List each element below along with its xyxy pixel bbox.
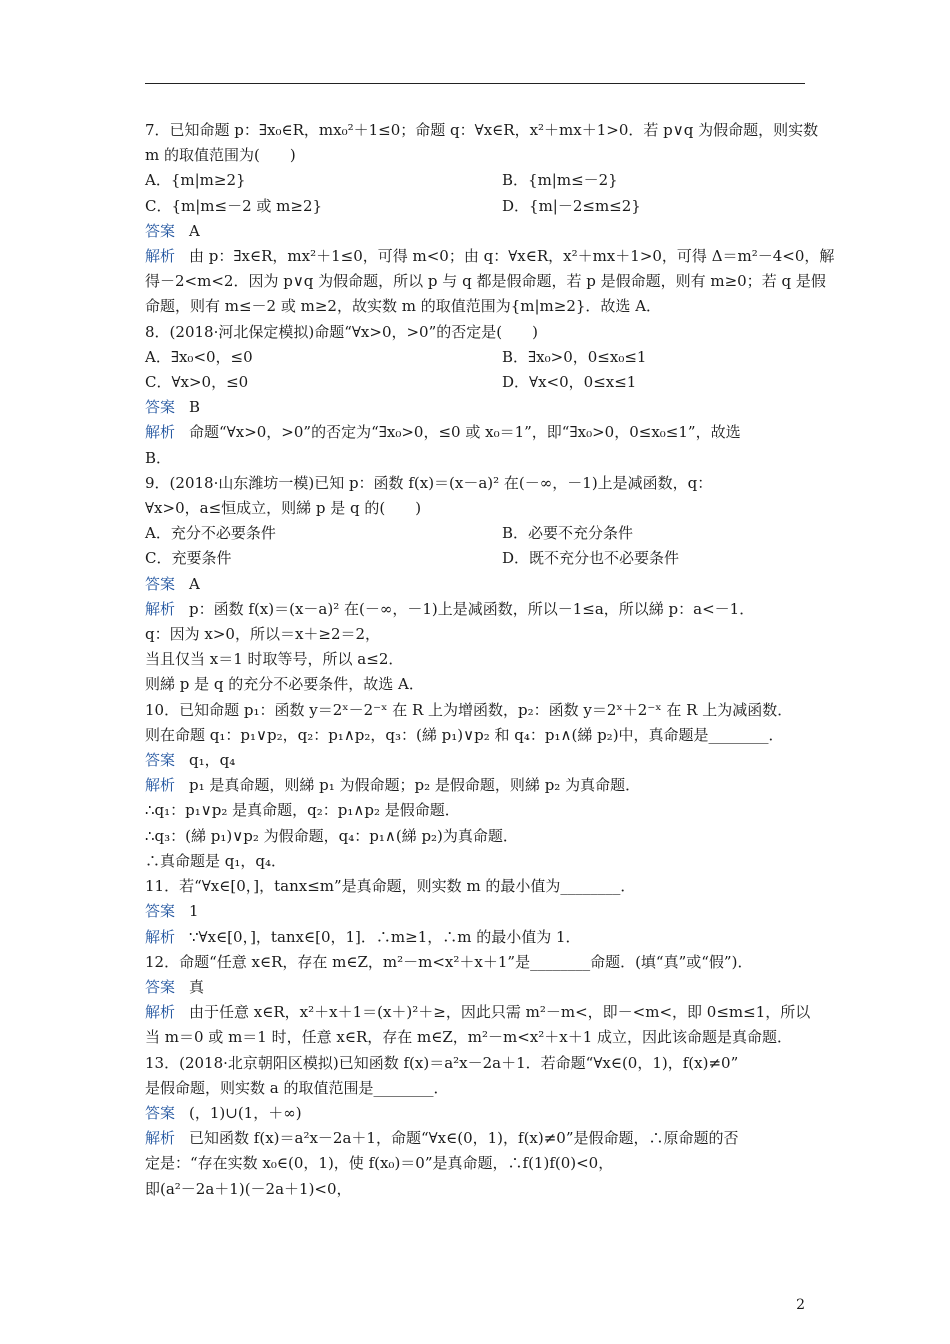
answer-line (145, 597, 807, 622)
line-text: m 的取值范围为( ) (145, 146, 296, 165)
answer-label: 答案 (145, 574, 176, 593)
line-text: A (189, 221, 200, 240)
answer-line (145, 1101, 807, 1126)
text-line (145, 269, 826, 294)
line-text: 已知函数 f(x)＝a²x－2a＋1，命题“∀x∈(0，1)，f(x)≠0”是假命题，∴原命题的否 (189, 1129, 739, 1148)
text-line (145, 1025, 807, 1050)
header-rule (145, 83, 805, 84)
answer-label: 答案 (145, 1103, 176, 1122)
answer-label: 解析 (145, 247, 176, 266)
line-text: p₁ 是真命题，则綈 p₁ 为假命题；p₂ 是假命题，则綈 p₂ 为真命题． (189, 776, 641, 795)
text-line (145, 1051, 807, 1076)
line-text: 由 p：∃x∈R，mx²＋1≤0，可得 m<0；由 q：∀x∈R，x²＋mx＋1>0，可得 Δ＝m²－4<0，解 (189, 247, 835, 266)
line-text: 则在命题 q₁：p₁∨p₂，q₂：p₁∧p₂，q₃：(綈 p₁)∨p₂ 和 q₄：p₁∧(綈 p₂)中，真命题是________． (145, 725, 784, 744)
line-text: (，1)∪(1，＋∞) (189, 1103, 302, 1122)
text-line (145, 320, 807, 345)
line-text: B． (145, 448, 172, 467)
text-line (145, 496, 807, 521)
options-row (145, 168, 807, 193)
answer-line (145, 1126, 807, 1151)
option: C．{m|m≤－2 或 m≥2} (145, 196, 323, 215)
option: B．必要不充分条件 (502, 524, 634, 543)
text-line (145, 1151, 807, 1176)
option: D．∀x<0，0≤x≤1 (502, 373, 637, 392)
line-text: 当 m＝0 或 m＝1 时，任意 x∈R，存在 m∈Z，m²－m<x²＋x＋1 成立，因此该命题是真命题． (145, 1028, 793, 1047)
option: A．{m|m≥2} (145, 171, 246, 190)
text-line (145, 824, 807, 849)
answer-label: 答案 (145, 751, 176, 770)
answer-label: 答案 (145, 221, 176, 240)
answer-label: 解析 (145, 927, 176, 946)
line-text: ∵∀x∈[0，]，tanx∈[0，1]．∴m≥1，∴m 的最小值为 1． (189, 927, 581, 946)
line-text: 则綈 p 是 q 的充分不必要条件，故选 A． (145, 675, 424, 694)
text-line (145, 471, 807, 496)
line-text: 真 (189, 977, 205, 996)
text-line (145, 874, 807, 899)
line-text: ∴真命题是 q₁，q₄． (145, 851, 286, 870)
option: A．充分不必要条件 (145, 524, 276, 543)
line-text: q₁，q₄ (189, 751, 236, 770)
options-row (145, 546, 807, 571)
answer-line (145, 748, 807, 773)
text-line (145, 143, 807, 168)
page-number: 2 (796, 1297, 805, 1313)
answer-label: 解析 (145, 776, 176, 795)
answer-line (145, 572, 807, 597)
page-content (145, 118, 835, 1202)
line-text: 当且仅当 x＝1 时取等号，所以 a≤2． (145, 650, 404, 669)
text-line (145, 672, 807, 697)
answer-line (145, 420, 807, 445)
line-text: p：函数 f(x)＝(x－a)² 在(－∞，－1)上是减函数，所以－1≤a，所以綈 p：a<－1． (189, 599, 755, 618)
text-line (145, 698, 807, 723)
text-line (145, 622, 807, 647)
line-text: 12．命题“任意 x∈R，存在 m∈Z，m²－m<x²＋x＋1”是________命题．(填“真”或“假”)． (145, 952, 753, 971)
answer-label: 解析 (145, 1129, 176, 1148)
option: B．∃x₀>0，0≤x₀≤1 (502, 347, 647, 366)
line-text: 是假命题，则实数 a 的取值范围是________． (145, 1078, 449, 1097)
line-text: 10．已知命题 p₁：函数 y＝2ˣ－2⁻ˣ 在 R 上为增函数，p₂：函数 y＝2ˣ＋2⁻ˣ 在 R 上为减函数． (145, 700, 793, 719)
line-text: 即(a²－2a＋1)(－2a＋1)<0， (145, 1179, 352, 1198)
answer-line (145, 899, 807, 924)
option: D．{m|－2≤m≤2} (502, 196, 641, 215)
answer-line (145, 773, 807, 798)
answer-label: 解析 (145, 423, 176, 442)
options-row (145, 370, 807, 395)
text-line (145, 723, 807, 748)
line-text: ∴q₁：p₁∨p₂ 是真命题，q₂：p₁∧p₂ 是假命题． (145, 801, 460, 820)
line-text: 1 (189, 902, 199, 921)
answer-label: 答案 (145, 902, 176, 921)
answer-label: 答案 (145, 398, 176, 417)
line-text: 由于任意 x∈R，x²＋x＋1＝(x＋)²＋≥，因此只需 m²－m<，即－<m<，即 0≤m≤1，所以 (189, 1003, 811, 1022)
answer-line (145, 1000, 811, 1025)
answer-line (145, 925, 807, 950)
line-text: 13．(2018·北京朝阳区模拟)已知函数 f(x)＝a²x－2a＋1．若命题“∀x∈(0，1)，f(x)≠0” (145, 1053, 739, 1072)
line-text: ∴q₃：(綈 p₁)∨p₂ 为假命题，q₄：p₁∧(綈 p₂)为真命题． (145, 826, 518, 845)
option: D．既不充分也不必要条件 (502, 549, 680, 568)
text-line (145, 647, 807, 672)
options-row (145, 345, 807, 370)
option: A．∃x₀<0，≤0 (145, 347, 253, 366)
line-text: 命题，则有 m≤－2 或 m≥2，故实数 m 的取值范围为{m|m≥2}．故选 A． (145, 297, 662, 316)
line-text: 7．已知命题 p：∃x₀∈R，mx₀²＋1≤0；命题 q：∀x∈R，x²＋mx＋1>0．若 p∨q 为假命题，则实数 (145, 121, 819, 139)
text-line (145, 798, 807, 823)
line-text: ∀x>0，a≤恒成立，则綈 p 是 q 的( ) (145, 499, 422, 518)
text-line (145, 1076, 807, 1101)
answer-label: 解析 (145, 599, 176, 618)
text-line (145, 294, 807, 319)
text-line (145, 118, 819, 143)
answer-line (145, 219, 807, 244)
line-text: 11．若“∀x∈[0，]，tanx≤m”是真命题，则实数 m 的最小值为________． (145, 877, 636, 896)
options-row (145, 521, 807, 546)
text-line (145, 446, 807, 471)
line-text: 命题“∀x>0，>0”的否定为“∃x₀>0，≤0 或 x₀＝1”，即“∃x₀>0，0≤x₀≤1”，故选 (189, 423, 741, 442)
answer-label: 解析 (145, 1003, 176, 1022)
text-line (145, 1177, 807, 1202)
answer-line (145, 975, 807, 1000)
line-text: B (189, 398, 201, 417)
text-line (145, 950, 807, 975)
text-line (145, 849, 807, 874)
line-text: q：因为 x>0，所以＝x＋≥2＝2， (145, 625, 381, 644)
option: C．∀x>0，≤0 (145, 373, 249, 392)
line-text: 9．(2018·山东潍坊一模)已知 p：函数 f(x)＝(x－a)² 在(－∞，－1)上是减函数，q： (145, 473, 713, 492)
line-text: 定是：“存在实数 x₀∈(0，1)，使 f(x₀)＝0”是真命题，∴f(1)f(0)<0， (145, 1154, 614, 1173)
options-row (145, 194, 807, 219)
line-text: 得－2<m<2．因为 p∨q 为假命题，所以 p 与 q 都是假命题，若 p 是假命题，则有 m≥0；若 q 是假 (145, 272, 826, 291)
option: B．{m|m≤－2} (502, 171, 618, 190)
answer-label: 答案 (145, 977, 176, 996)
line-text: 8．(2018·河北保定模拟)命题“∀x>0，>0”的否定是( ) (145, 322, 538, 341)
line-text: A (189, 574, 200, 593)
answer-line (145, 244, 835, 269)
option: C．充要条件 (145, 549, 232, 568)
answer-line (145, 395, 807, 420)
